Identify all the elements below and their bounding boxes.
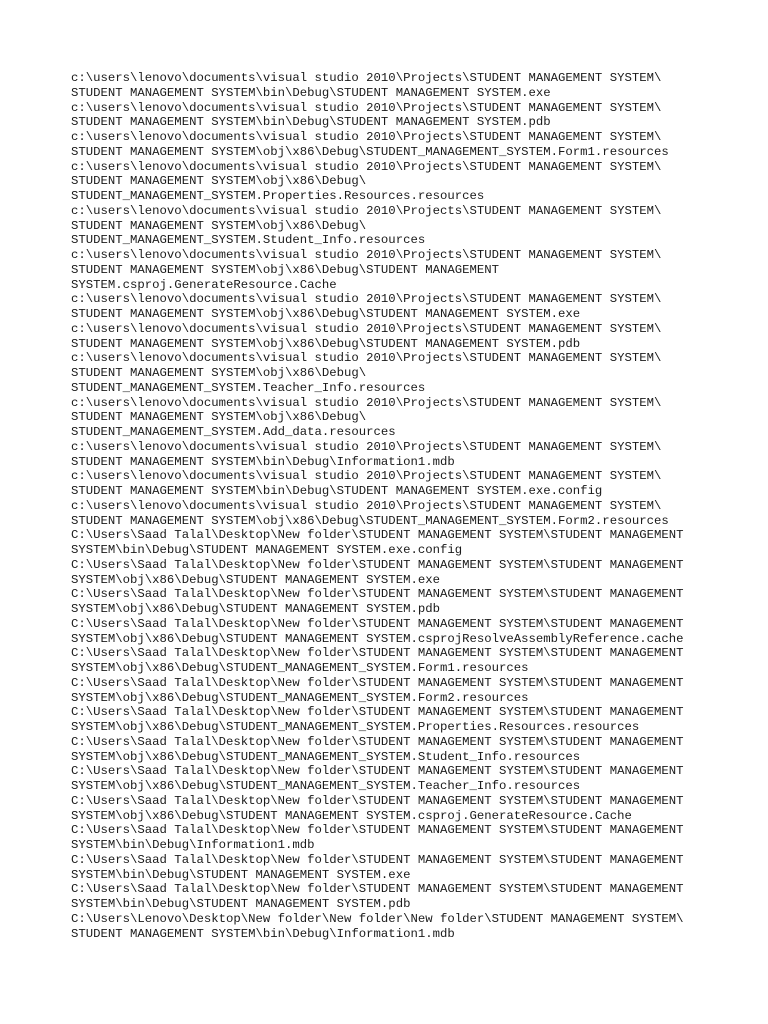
file-path-line: c:\users\lenovo\documents\visual studio 2010\Projects\STUDENT MANAGEMENT SYSTEM\ [71, 321, 662, 336]
file-path-line: SYSTEM\bin\Debug\STUDENT MANAGEMENT SYSTEM.exe.config [71, 543, 463, 557]
file-path-line: C:\Users\Saad Talal\Desktop\New folder\STUDENT MANAGEMENT SYSTEM\STUDENT MANAGEMENT [71, 557, 684, 572]
file-path-line: SYSTEM\obj\x86\Debug\STUDENT_MANAGEMENT_SYSTEM.Form1.resources [71, 661, 529, 675]
file-path-line: STUDENT MANAGEMENT SYSTEM\obj\x86\Debug\ [71, 366, 367, 380]
file-path-line: c:\users\lenovo\documents\visual studio 2010\Projects\STUDENT MANAGEMENT SYSTEM\ [71, 203, 662, 218]
file-path-line: STUDENT MANAGEMENT SYSTEM\obj\x86\Debug\STUDENT MANAGEMENT SYSTEM.pdb [71, 336, 581, 351]
file-path-entry [71, 882, 684, 912]
file-path-entry [71, 705, 684, 735]
file-path-line: STUDENT MANAGEMENT SYSTEM\bin\Debug\Information1.mdb [71, 454, 455, 469]
file-path-line: STUDENT MANAGEMENT SYSTEM\obj\x86\Debug\ [71, 174, 367, 189]
file-path-entry [71, 292, 684, 322]
file-path-line: SYSTEM\bin\Debug\STUDENT MANAGEMENT SYSTEM.exe [71, 867, 411, 882]
file-path-entry [71, 322, 684, 352]
file-path-line: STUDENT MANAGEMENT SYSTEM\bin\Debug\STUDENT MANAGEMENT SYSTEM.exe.config [71, 484, 603, 498]
file-path-entry [71, 396, 684, 440]
file-path-line: C:\Users\Saad Talal\Desktop\New folder\STUDENT MANAGEMENT SYSTEM\STUDENT MANAGEMENT [71, 823, 684, 838]
file-path-line: SYSTEM\bin\Debug\Information1.mdb [71, 838, 315, 852]
file-path-entry [71, 71, 684, 101]
file-path-line: STUDENT_MANAGEMENT_SYSTEM.Student_Info.resources [71, 233, 426, 248]
file-path-line: SYSTEM\obj\x86\Debug\STUDENT_MANAGEMENT_SYSTEM.Student_Info.resources [71, 749, 581, 764]
file-path-line: STUDENT MANAGEMENT SYSTEM\obj\x86\Debug\ [71, 410, 367, 425]
file-path-line: SYSTEM\obj\x86\Debug\STUDENT_MANAGEMENT_SYSTEM.Form2.resources [71, 690, 529, 705]
file-path-list [71, 71, 684, 941]
file-path-entry [71, 558, 684, 588]
file-path-line: c:\users\lenovo\documents\visual studio 2010\Projects\STUDENT MANAGEMENT SYSTEM\ [71, 248, 662, 262]
file-path-entry [71, 130, 684, 160]
file-path-line: STUDENT_MANAGEMENT_SYSTEM.Properties.Resources.resources [71, 189, 485, 203]
file-path-entry [71, 587, 684, 617]
file-path-line: C:\Users\Saad Talal\Desktop\New folder\STUDENT MANAGEMENT SYSTEM\STUDENT MANAGEMENT [71, 852, 684, 867]
file-path-entry [71, 617, 684, 647]
file-path-line: C:\Users\Saad Talal\Desktop\New folder\STUDENT MANAGEMENT SYSTEM\STUDENT MANAGEMENT [71, 646, 684, 661]
file-path-line: c:\users\lenovo\documents\visual studio 2010\Projects\STUDENT MANAGEMENT SYSTEM\ [71, 71, 662, 85]
file-path-entry [71, 794, 684, 824]
file-path-line: c:\users\lenovo\documents\visual studio 2010\Projects\STUDENT MANAGEMENT SYSTEM\ [71, 395, 662, 410]
file-path-entry [71, 676, 684, 706]
file-path-entry [71, 440, 684, 470]
file-path-entry [71, 823, 684, 853]
file-path-line: STUDENT MANAGEMENT SYSTEM\bin\Debug\STUDENT MANAGEMENT SYSTEM.exe [71, 85, 551, 100]
file-path-line: c:\users\lenovo\documents\visual studio 2010\Projects\STUDENT MANAGEMENT SYSTEM\ [71, 100, 662, 115]
file-path-line: STUDENT MANAGEMENT SYSTEM\obj\x86\Debug\STUDENT MANAGEMENT [71, 262, 500, 277]
file-path-line: STUDENT MANAGEMENT SYSTEM\bin\Debug\Information1.mdb [71, 926, 455, 941]
file-path-line: SYSTEM\obj\x86\Debug\STUDENT MANAGEMENT SYSTEM.csproj.GenerateResource.Cache [71, 808, 632, 823]
file-path-line: C:\Users\Saad Talal\Desktop\New folder\STUDENT MANAGEMENT SYSTEM\STUDENT MANAGEMENT [71, 793, 684, 808]
file-path-entry [71, 351, 684, 395]
file-path-entry [71, 204, 684, 248]
file-path-line: c:\users\lenovo\documents\visual studio 2010\Projects\STUDENT MANAGEMENT SYSTEM\ [71, 439, 662, 454]
file-path-line: C:\Users\Lenovo\Desktop\New folder\New folder\New folder\STUDENT MANAGEMENT SYSTEM\ [71, 911, 684, 926]
file-path-entry [71, 101, 684, 131]
file-path-entry [71, 528, 684, 558]
file-path-line: C:\Users\Saad Talal\Desktop\New folder\STUDENT MANAGEMENT SYSTEM\STUDENT MANAGEMENT [71, 882, 684, 897]
file-path-line: STUDENT MANAGEMENT SYSTEM\bin\Debug\STUDENT MANAGEMENT SYSTEM.pdb [71, 115, 551, 130]
file-path-line: C:\Users\Saad Talal\Desktop\New folder\STUDENT MANAGEMENT SYSTEM\STUDENT MANAGEMENT [71, 616, 684, 631]
file-path-line: c:\users\lenovo\documents\visual studio 2010\Projects\STUDENT MANAGEMENT SYSTEM\ [71, 130, 662, 144]
file-path-line: c:\users\lenovo\documents\visual studio 2010\Projects\STUDENT MANAGEMENT SYSTEM\ [71, 498, 662, 513]
file-path-line: c:\users\lenovo\documents\visual studio 2010\Projects\STUDENT MANAGEMENT SYSTEM\ [71, 469, 662, 484]
file-path-entry [71, 853, 684, 883]
file-path-line: SYSTEM\bin\Debug\STUDENT MANAGEMENT SYSTEM.pdb [71, 897, 411, 911]
file-path-line: C:\Users\Saad Talal\Desktop\New folder\STUDENT MANAGEMENT SYSTEM\STUDENT MANAGEMENT [71, 705, 684, 720]
file-path-line: STUDENT_MANAGEMENT_SYSTEM.Teacher_Info.resources [71, 380, 426, 395]
file-path-line: c:\users\lenovo\documents\visual studio 2010\Projects\STUDENT MANAGEMENT SYSTEM\ [71, 351, 662, 366]
file-path-line: STUDENT MANAGEMENT SYSTEM\obj\x86\Debug\ [71, 218, 367, 233]
file-path-line: c:\users\lenovo\documents\visual studio 2010\Projects\STUDENT MANAGEMENT SYSTEM\ [71, 292, 662, 307]
file-path-line: SYSTEM\obj\x86\Debug\STUDENT MANAGEMENT SYSTEM.pdb [71, 602, 440, 616]
file-path-entry [71, 160, 684, 204]
file-path-entry [71, 764, 684, 794]
file-path-line: SYSTEM\obj\x86\Debug\STUDENT_MANAGEMENT_SYSTEM.Properties.Resources.resources [71, 720, 640, 734]
file-path-entry [71, 735, 684, 765]
file-path-line: SYSTEM.csproj.GenerateResource.Cache [71, 277, 337, 292]
file-path-entry [71, 646, 684, 676]
file-path-line: C:\Users\Saad Talal\Desktop\New folder\STUDENT MANAGEMENT SYSTEM\STUDENT MANAGEMENT [71, 675, 684, 690]
file-path-line: C:\Users\Saad Talal\Desktop\New folder\STUDENT MANAGEMENT SYSTEM\STUDENT MANAGEMENT [71, 587, 684, 602]
file-path-line: STUDENT MANAGEMENT SYSTEM\obj\x86\Debug\STUDENT MANAGEMENT SYSTEM.exe [71, 307, 581, 321]
file-path-entry [71, 248, 684, 292]
file-path-entry [71, 469, 684, 499]
file-path-line: STUDENT MANAGEMENT SYSTEM\obj\x86\Debug\STUDENT_MANAGEMENT_SYSTEM.Form2.resources [71, 513, 669, 528]
file-path-line: STUDENT MANAGEMENT SYSTEM\obj\x86\Debug\STUDENT_MANAGEMENT_SYSTEM.Form1.resources [71, 144, 669, 159]
file-path-line: C:\Users\Saad Talal\Desktop\New folder\STUDENT MANAGEMENT SYSTEM\STUDENT MANAGEMENT [71, 528, 684, 543]
file-path-line: c:\users\lenovo\documents\visual studio 2010\Projects\STUDENT MANAGEMENT SYSTEM\ [71, 159, 662, 174]
file-path-line: SYSTEM\obj\x86\Debug\STUDENT_MANAGEMENT_SYSTEM.Teacher_Info.resources [71, 779, 581, 793]
file-path-line: SYSTEM\obj\x86\Debug\STUDENT MANAGEMENT SYSTEM.csprojResolveAssemblyReference.cache [71, 631, 684, 646]
file-path-line: C:\Users\Saad Talal\Desktop\New folder\STUDENT MANAGEMENT SYSTEM\STUDENT MANAGEMENT [71, 764, 684, 779]
file-path-entry [71, 499, 684, 529]
file-path-line: SYSTEM\obj\x86\Debug\STUDENT MANAGEMENT SYSTEM.exe [71, 572, 440, 587]
file-path-line: STUDENT_MANAGEMENT_SYSTEM.Add_data.resources [71, 425, 396, 439]
file-path-line: C:\Users\Saad Talal\Desktop\New folder\STUDENT MANAGEMENT SYSTEM\STUDENT MANAGEMENT [71, 734, 684, 749]
file-path-entry [71, 912, 684, 942]
